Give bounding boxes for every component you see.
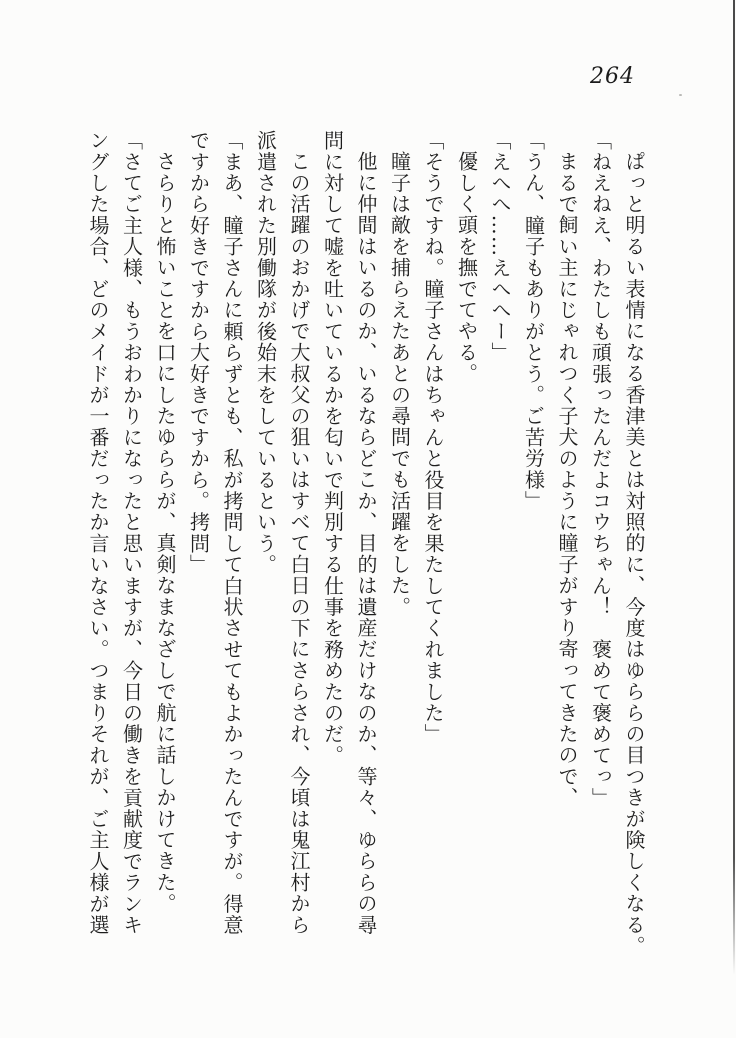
text-column: 「まあ、瞳子さんに頼らずとも、私が拷問して白状させてもよかったんですが。得意 (220, 130, 244, 936)
text-column: ングした場合、どのメイドが一番だったか言いなさい。つまりそれが、ご主人様が選 (86, 130, 110, 936)
text-column: 問に対して嘘を吐いているかを匂いで判別する仕事を務めたのだ。 (320, 130, 345, 766)
text-column: ですから好きですから大好きですから。拷問」 (186, 130, 211, 576)
text-column: 派遣された別働隊が後始末をしているという。 (253, 130, 278, 576)
text-column: ぱっと明るい表情になる香津美とは対照的に、今度はゆららの目つきが険しくなる。 (622, 151, 646, 957)
text-block (80, 130, 650, 975)
text-column: 「さてご主人様、もうおわかりになったと思いますが、今日の働きを貢献度でランキ (119, 130, 144, 936)
text-column: さらりと怖いことを口にしたゆららが、真剣なまなざしで航に話しかけてきた。 (153, 151, 177, 915)
page-number: 264 (590, 64, 635, 89)
text-column: 「うん、瞳子もありがとう。ご苦労様」 (521, 130, 546, 512)
text-column: 「えへへ……えへへー」 (488, 130, 512, 364)
text-column: まるで飼い主にじゃれつく子犬のように瞳子がすり寄ってきたので、 (555, 151, 579, 809)
text-column: 瞳子は敵を捕らえたあとの尋問でも活躍をした。 (387, 151, 412, 618)
text-column: 優しく頭を撫でてやる。 (454, 151, 479, 385)
text-column: この活躍のおかげで大叔父の狙いはすべて白日の下にさらされ、今頃は鬼江村から (287, 151, 311, 936)
scan-edge-line (733, 0, 735, 975)
scan-speck (679, 94, 682, 96)
text-column: 「そうですね。瞳子さんはちゃんと役目を果たしてくれました」 (421, 130, 445, 745)
text-column: 他に仲間はいるのか、いるならどこか、目的は遺産だけなのか、等々、ゆららの尋 (354, 151, 378, 936)
text-column: 「ねえねえ、わたしも頑張ったんだよコウちゃん！ 褒めて褒めてっ」 (588, 130, 613, 809)
